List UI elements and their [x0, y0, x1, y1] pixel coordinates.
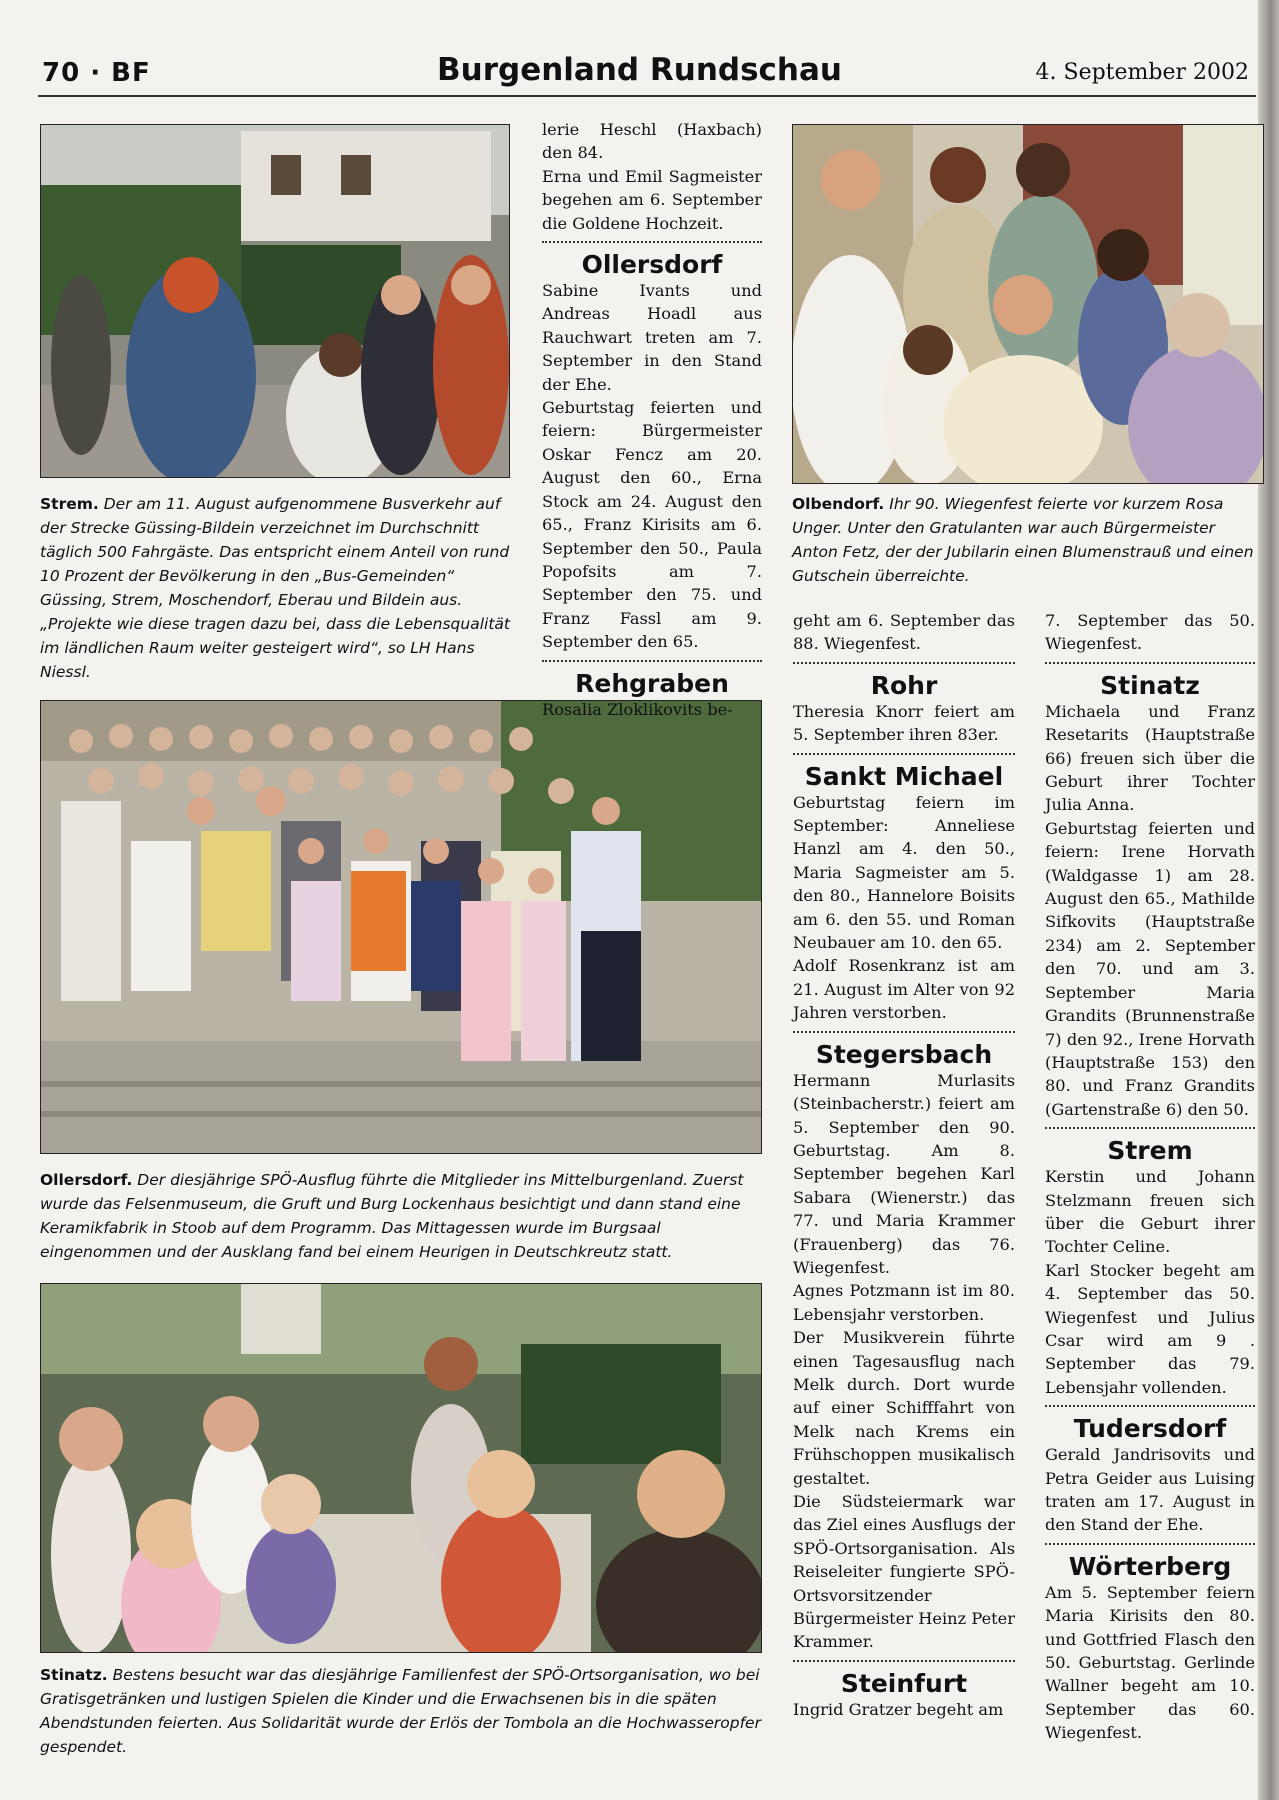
- column-3: [793, 609, 1015, 1721]
- section-divider: [1045, 1543, 1255, 1545]
- page-number: 70 · BF: [42, 58, 151, 88]
- section-paragraph: Michaela und Franz Resetarits (Hauptstraße 66) freuen sich über die Geburt ihrer Tochter Julia Anna.: [1045, 701, 1255, 815]
- photo-olbendorf: [792, 124, 1264, 484]
- section-divider: [1045, 1127, 1255, 1129]
- section-paragraph: Karl Stocker begeht am 4. September das 50. Wiegenfest und Julius Csar wird am 9 . September das 79. Lebensjahr vollenden.: [1045, 1260, 1255, 1397]
- column-2: [542, 118, 762, 721]
- section-paragraph: Kerstin und Johann Stelzmann freuen sich über die Geburt ihrer Tochter Celine.: [1045, 1167, 1255, 1257]
- section-paragraph: Die Südsteiermark war das Ziel eines Ausflugs der SPÖ-Ortsorganisation. Als Reiseleiter fungierte SPÖ-Ortsvorsitzender Bürgermeister Heinz Peter Krammer.: [793, 1492, 1015, 1652]
- photo-stinatz-family-fest: [40, 1283, 762, 1653]
- intro-paragraph: Erna und Emil Sagmeister begehen am 6. September die Goldene Hochzeit.: [542, 166, 762, 233]
- section-title-rohr: Rohr: [870, 670, 938, 700]
- intro-paragraph: 7. September das 50. Wiegenfest.: [1045, 611, 1255, 654]
- section-title-ollersdorf: Ollersdorf: [581, 250, 723, 280]
- section-divider: [793, 662, 1015, 664]
- intro-paragraph: lerie Heschl (Haxbach) den 84.: [542, 120, 762, 163]
- section-paragraph: Gerald Jandrisovits und Petra Geider aus Luising traten am 17. August in den Stand der Ehe.: [1045, 1445, 1255, 1535]
- section-title-strem: Strem: [1107, 1136, 1193, 1166]
- caption-place: Ollersdorf.: [40, 1171, 133, 1189]
- section-paragraph: Ingrid Gratzer begeht am: [793, 1699, 1004, 1719]
- section-paragraph: Adolf Rosenkranz ist am 21. August im Alter von 92 Jahren verstorben.: [793, 956, 1015, 1023]
- section-title-stinatz: Stinatz: [1100, 670, 1200, 700]
- caption-olbendorf: [792, 492, 1264, 588]
- section-divider: [793, 1031, 1015, 1033]
- section-divider: [1045, 662, 1255, 664]
- caption-stinatz: [40, 1663, 762, 1759]
- section-paragraph: Am 5. September feiern Maria Kirisits den 80. und Gottfried Flasch den 50. Geburtstag. Gerlinde Wallner begeht am 10. September das 60. Wiegenfest.: [1045, 1582, 1255, 1743]
- section-title-stegersbach: Stegersbach: [815, 1039, 993, 1069]
- caption-ollersdorf: [40, 1168, 762, 1264]
- section-paragraph: Der Musikverein führte einen Tagesausflug nach Melk durch. Dort wurde auf einer Schifffahrt von Melk nach Krems ein Frühschoppen musikalisch gestaltet.: [793, 1328, 1015, 1488]
- section-paragraph: Geburtstag feierten und feiern: Irene Horvath (Waldgasse 1) am 28. August den 65., Mathilde Sifkovits (Hauptstraße 234) am 2. September den 70. und am 3. September Maria Grandits (Brunnenstraße 7) den 92., Irene Horvath (Hauptstraße 153) den 80. und Franz Grandits (Gartenstraße 6) den 50.: [1045, 818, 1255, 1119]
- caption-text: Bestens besucht war das diesjährige Familienfest der SPÖ-Ortsorganisation, wo bei Gratisgetränken und lustigen Spielen die Kinder und die Erwachsenen bis in die späten Abendstunden feierten. Aus Solidarität wurde der Erlös der Tombola an die Hochwasseropfer gespendet.: [40, 1666, 761, 1756]
- photo-ollersdorf-group: [40, 700, 762, 1154]
- photo-strem-bus: [40, 124, 510, 478]
- section-divider: [542, 241, 762, 243]
- section-paragraph: Agnes Potzmann ist im 80. Lebensjahr verstorben.: [793, 1281, 1015, 1324]
- section-divider: [793, 1660, 1015, 1662]
- section-paragraph: Hermann Murlasits (Steinbacherstr.) feiert am 5. September den 90. Geburtstag. Am 8. September begehen Karl Sabara (Wienerstr.) das 77. und Maria Krammer (Frauenberg) das 76. Wiegenfest.: [793, 1070, 1015, 1277]
- section-title-steinfurt: Steinfurt: [840, 1668, 968, 1698]
- header-rule: [38, 95, 1256, 97]
- section-title-tudersdorf: Tudersdorf: [1073, 1414, 1227, 1444]
- section-paragraph: Theresia Knorr feiert am 5. September ihren 83er.: [793, 701, 1015, 745]
- section-paragraph: Geburtstag feiern im September: Anneliese Hanzl am 4. den 50., Maria Sagmeister am 5. den 80., Hannelore Boisits am 6. den 55. und Roman Neubauer am 10. den 65.: [793, 792, 1015, 953]
- caption-strem: [40, 492, 510, 684]
- caption-text: Der am 11. August aufgenommene Busverkehr auf der Strecke Güssing-Bildein verzeichnet im Durchschnitt täglich 500 Fahrgäste. Das entspricht einem Anteil von rund 10 Prozent der Bevölkerung in den „Bus-Gemeinden“ Güssing, Strem, Moschendorf, Eberau und Bildein aus. „Projekte wie diese tragen dazu bei, dass die Lebensqualität im ländlichen Raum weiter gesteigert wird“, so LH Hans Niessl.: [40, 495, 510, 681]
- caption-place: Stinatz.: [40, 1666, 108, 1684]
- section-paragraph: Rosalia Zloklikovits be-: [542, 699, 733, 719]
- caption-text: Der diesjährige SPÖ-Ausflug führte die Mitglieder ins Mittelburgenland. Zuerst wurde das Felsenmuseum, die Gruft und Burg Lockenhaus besichtigt und dann stand eine Keramikfabrik in Stoob auf dem Programm. Das Mittagessen wurde im Burgsaal eingenommen und der Ausklang fand bei einem Heurigen in Deutschkreutz statt.: [40, 1171, 744, 1261]
- section-divider: [1045, 1405, 1255, 1407]
- section-title-sankt-michael: Sankt Michael: [804, 761, 1004, 791]
- section-title-woerterberg: Wörterberg: [1068, 1551, 1232, 1581]
- section-title-rehgraben: Rehgraben: [575, 668, 729, 698]
- section-paragraph: Sabine Ivants und Andreas Hoadl aus Rauchwart treten am 7. September in den Stand der Ehe.: [542, 281, 762, 394]
- caption-text: Ihr 90. Wiegenfest feierte vor kurzem Rosa Unger. Unter den Gratulanten war auch Bürgermeister Anton Fetz, der der Jubilarin einen Blumenstrauß und einen Gutschein überreichte.: [792, 495, 1254, 585]
- newspaper-title: Burgenland Rundschau: [437, 52, 842, 88]
- caption-place: Strem.: [40, 495, 99, 513]
- intro-paragraph: geht am 6. September das 88. Wiegenfest.: [793, 611, 1015, 654]
- column-4: [1045, 609, 1255, 1745]
- issue-date: 4. September 2002: [1035, 60, 1249, 85]
- page-header: [0, 0, 1279, 100]
- section-divider: [542, 660, 762, 662]
- caption-place: Olbendorf.: [792, 495, 885, 513]
- section-divider: [793, 753, 1015, 755]
- section-paragraph: Geburtstag feierten und feiern: Bürgermeister Oskar Fencz am 20. August den 60., Erna Stock am 24. August den 65., Franz Kirisits am 6. September den 50., Paula Popofsits am 7. September den 75. und Franz Fassl am 9. September den 65.: [542, 398, 762, 652]
